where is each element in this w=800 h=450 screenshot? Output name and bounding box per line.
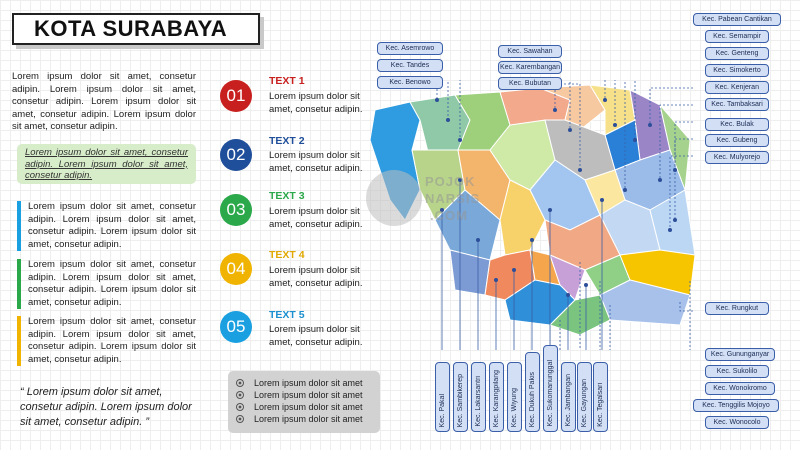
number-circle-3: 03 bbox=[220, 194, 252, 226]
watermark-text-3: .COM bbox=[430, 208, 468, 223]
district-label: Kec. Lakarsantri bbox=[471, 362, 486, 432]
item-title-3: TEXT 3 bbox=[269, 190, 305, 202]
district-label: Kec. Karembangan bbox=[498, 61, 562, 74]
bullet-list-box bbox=[228, 371, 380, 433]
blue-bar-paragraph: Lorem ipsum dolor sit amet, consetur adipin. Lorem ipsum dolor sit amet, consetur adipin. Lorem ipsum dolor sit amet, consetur adipin. bbox=[17, 201, 196, 251]
district-label: Kec. Bulak bbox=[705, 118, 769, 131]
watermark-logo bbox=[366, 170, 422, 226]
district-label: Kec. Bubutan bbox=[498, 77, 562, 90]
item-body-1: Lorem ipsum dolor sit amet, consetur adipin. bbox=[269, 91, 363, 115]
number-circle-2: 02 bbox=[220, 139, 252, 171]
district-label: Kec. Wonokromo bbox=[705, 382, 775, 395]
item-title-5: TEXT 5 bbox=[269, 309, 305, 321]
district-label: Kec. Benowo bbox=[377, 76, 443, 89]
quote-text: “ Lorem ipsum dolor sit amet, consetur adipin. Lorem ipsum dolor sit amet, consetur adipin. ” bbox=[20, 386, 192, 428]
bullet-icon bbox=[236, 379, 244, 387]
district-label: Kec. Kenjeran bbox=[705, 81, 769, 94]
district-label: Kec. Sukolilo bbox=[705, 365, 769, 378]
district-label: Kec. Karangpilang bbox=[489, 362, 504, 432]
watermark-text-1: POJOK bbox=[425, 174, 476, 189]
district-label: Kec. Mulyorejo bbox=[705, 151, 769, 164]
district-label: Kec. Wonocolo bbox=[705, 416, 769, 429]
list-item: Lorem ipsum dolor sit amet bbox=[236, 401, 372, 413]
district-label: Kec. Jambangan bbox=[561, 362, 576, 432]
district-label: Kec. Rungkut bbox=[705, 302, 769, 315]
list-item: Lorem ipsum dolor sit amet bbox=[236, 389, 372, 401]
district-label: Kec. Semampir bbox=[705, 30, 769, 43]
intro-paragraph: Lorem ipsum dolor sit amet, consetur adipin. Lorem ipsum dolor sit amet, consetur adipin. Lorem ipsum dolor sit amet, consetur adipin. Lorem ipsum dolor sit amet, consetur adipin. bbox=[12, 71, 196, 132]
item-title-2: TEXT 2 bbox=[269, 135, 305, 147]
number-circle-5: 05 bbox=[220, 311, 252, 343]
item-body-3: Lorem ipsum dolor sit amet, consetur adipin. bbox=[269, 206, 363, 230]
district-label: Kec. Asemrowo bbox=[377, 42, 443, 55]
item-body-5: Lorem ipsum dolor sit amet, consetur adipin. bbox=[269, 324, 363, 348]
page-title: KOTA SURABAYA bbox=[12, 13, 260, 45]
district-label: Kec. Pakal bbox=[435, 362, 450, 432]
district-label: Kec. Gubeng bbox=[705, 134, 769, 147]
district-label: Kec. Tenggilis Mojoyo bbox=[693, 399, 779, 412]
district-label: Kec. Tambaksari bbox=[705, 98, 769, 111]
item-title-1: TEXT 1 bbox=[269, 75, 305, 87]
list-item: Lorem ipsum dolor sit amet bbox=[236, 377, 372, 389]
list-item: Lorem ipsum dolor sit amet bbox=[236, 413, 372, 425]
bullet-icon bbox=[236, 391, 244, 399]
number-circle-4: 04 bbox=[220, 253, 252, 285]
district-label: Kec. Dukuh Pakis bbox=[525, 352, 540, 432]
green-bar-paragraph: Lorem ipsum dolor sit amet, consetur adipin. Lorem ipsum dolor sit amet, consetur adipin. Lorem ipsum dolor sit amet, consetur adipin. bbox=[17, 259, 196, 309]
number-circle-1: 01 bbox=[220, 80, 252, 112]
district-label: Kec. Gayungan bbox=[577, 362, 592, 432]
district-label: Kec. Sambikerep bbox=[453, 362, 468, 432]
district-label: Kec. Pabean Cantikan bbox=[693, 13, 781, 26]
district-label: Kec. Genteng bbox=[705, 47, 769, 60]
district-label: Kec. Wiyung bbox=[507, 362, 522, 432]
highlight-note: Lorem ipsum dolor sit amet, consetur adipin. Lorem ipsum dolor sit amet, consetur adipin. bbox=[17, 144, 196, 184]
bullet-icon bbox=[236, 415, 244, 423]
district-label: Kec. Simokerto bbox=[705, 64, 769, 77]
item-title-4: TEXT 4 bbox=[269, 249, 305, 261]
bullet-icon bbox=[236, 403, 244, 411]
district-label: Kec. Sukomanunggal bbox=[543, 345, 558, 432]
district-label: Kec. Tegalsari bbox=[593, 362, 608, 432]
district-label: Kec. Sawahan bbox=[498, 45, 562, 58]
district-label: Kec. Tandes bbox=[377, 59, 443, 72]
item-body-4: Lorem ipsum dolor sit amet, consetur adipin. bbox=[269, 265, 363, 289]
district-label: Kec. Gununganyar bbox=[705, 348, 775, 361]
item-body-2: Lorem ipsum dolor sit amet, consetur adipin. bbox=[269, 150, 363, 174]
yellow-bar-paragraph: Lorem ipsum dolor sit amet, consetur adipin. Lorem ipsum dolor sit amet, consetur adipin. Lorem ipsum dolor sit amet, consetur adipin. bbox=[17, 316, 196, 366]
watermark-text-2: NARSIS bbox=[425, 191, 481, 206]
